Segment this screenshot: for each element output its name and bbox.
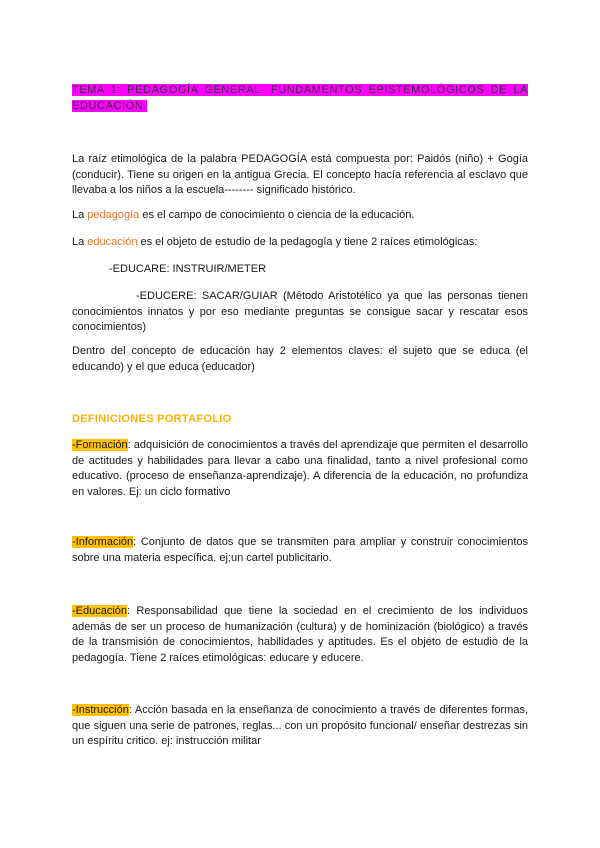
definition-text: : Responsabilidad que tiene la sociedad en el crecimiento de los individuos además de ser un proceso de humanización (cultura) y de hominización (biológico) a través de la transmisión de conocimientos, habilidades y aptitudes. Es el objeto de estudio de la pedagogía. Tiene 2 raíces etimológicas: educare y educere. [72, 605, 528, 664]
educacion-prefix: La [72, 236, 88, 248]
root-educere: -EDUCERE: SACAR/GUIAR (Método Aristotélico ya que las personas tienen conocimientos innatos y por eso mediante preguntas se consigue sacar y rescatar esos conocimientos) [72, 290, 528, 333]
definition-term: -Información [72, 536, 134, 548]
title-highlight: TEMA 1: PEDAGOGÍA GENERAL. FUNDAMENTOS EPISTEMOLÓGICOS DE LA EDUCACIÓN. [72, 84, 528, 112]
elements-paragraph: Dentro del concepto de educación hay 2 elementos claves: el sujeto que se educa (el educando) y el que educa (educador) [72, 345, 528, 373]
definition-text: : Acción basada en la enseñanza de conocimiento a través de diferentes formas, que siguen una serie de patrones, reglas... con un propósito funcional/ enseñar destrezas sin un espíritu critico. ej: instrucción militar [72, 704, 528, 747]
pedagogia-prefix: La [72, 209, 88, 221]
definition-educacion [72, 604, 528, 666]
intro-paragraph: La raíz etimológica de la palabra PEDAGOGÍA está compuesta por: Paidós (niño) + Gogía (conducir). Tiene su origen en la antigua Grecia. El concepto hacía referencia al esclavo que llevaba a los niños a la escuela-------- significado histórico. [72, 153, 528, 196]
definition-text: : adquisición de conocimientos a través del aprendizaje que permiten el desarrollo de actitudes y habilidades para llevar a cabo una finalidad, tanto a nivel profesional como educativo. (proceso de enseñanza-aprendizaje). A diferencia de la educación, no profundiza en valores. Ej: un ciclo formativo [72, 439, 528, 498]
definition-informacion [72, 535, 528, 566]
pedagogia-suffix: es el campo de conocimiento o ciencia de la educación. [139, 209, 415, 221]
definition-formacion [72, 438, 528, 500]
page-title [72, 83, 528, 114]
definition-instruccion [72, 703, 528, 750]
educacion-definition [72, 235, 528, 251]
definition-term: -Formación [72, 439, 128, 451]
pedagogia-term: pedagogía [87, 209, 140, 221]
definition-text: : Conjunto de datos que se transmiten para ampliar y construir conocimientos sobre una materia específica. ej;un cartel publicitario. [72, 536, 528, 564]
educacion-suffix: es el objeto de estudio de la pedagogía y tiene 2 raíces etimológicas: [137, 236, 478, 248]
definition-term: -Educación [72, 605, 128, 617]
definition-term: -Instrucción [72, 704, 129, 716]
pedagogia-definition [72, 208, 528, 224]
educacion-term: educación [87, 236, 138, 248]
root-educare: -EDUCARE: INSTRUIR/METER [109, 263, 267, 275]
definitions-heading: DEFINICIONES PORTAFOLIO [72, 413, 232, 425]
